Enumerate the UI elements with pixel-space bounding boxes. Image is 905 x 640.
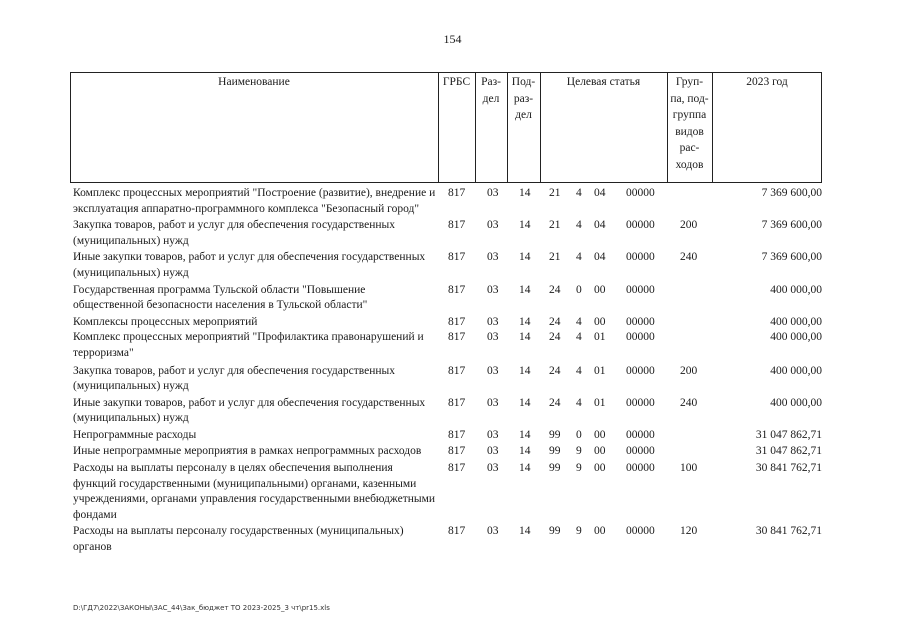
row-target-type: 4	[576, 187, 582, 199]
row-target-program: 99	[549, 462, 561, 475]
row-amount: 7 369 600,00	[761, 219, 822, 232]
header-grbs: ГРБС	[442, 76, 471, 88]
table-row	[0, 186, 905, 217]
row-razdel: 03	[487, 283, 499, 296]
row-podrazdel: 14	[519, 462, 531, 475]
row-expense-type: 200	[680, 364, 698, 377]
row-target-direction: 00000	[626, 428, 655, 441]
row-target-program: 21	[549, 251, 561, 264]
row-podrazdel: 14	[519, 396, 531, 409]
row-target-program: 99	[549, 444, 561, 457]
row-podrazdel: 14	[519, 525, 531, 538]
table-row	[0, 315, 905, 331]
row-target-direction: 00000	[626, 251, 655, 264]
row-target-program: 24	[549, 283, 561, 296]
row-target-type: 0	[576, 283, 582, 296]
table-row	[0, 218, 905, 249]
row-grbs: 817	[448, 462, 466, 475]
row-razdel: 03	[487, 525, 499, 538]
row-name: Расходы на выплаты персоналу государственных (муниципальных) органов	[73, 525, 404, 554]
row-target-type: 4	[576, 364, 582, 377]
row-razdel: 03	[487, 187, 499, 199]
row-amount: 400 000,00	[770, 283, 822, 296]
header-name: Наименование	[218, 76, 290, 88]
row-target-program: 24	[549, 396, 561, 409]
row-podrazdel: 14	[519, 331, 531, 344]
header-podrazdel: Под- раз- дел	[511, 76, 536, 121]
row-podrazdel: 14	[519, 187, 531, 199]
header-razdel: Раз- дел	[481, 76, 501, 105]
row-amount: 400 000,00	[770, 315, 822, 328]
row-amount: 400 000,00	[770, 396, 822, 409]
row-grbs: 817	[448, 444, 466, 457]
row-target-program: 21	[549, 187, 561, 199]
row-grbs: 817	[448, 187, 466, 199]
row-expense-type: 100	[680, 462, 698, 475]
row-target-direction: 00000	[626, 219, 655, 232]
table-row	[0, 250, 905, 281]
row-podrazdel: 14	[519, 251, 531, 264]
header-year-2023: 2023 год	[746, 76, 788, 88]
row-grbs: 817	[448, 364, 466, 377]
row-target-type: 4	[576, 251, 582, 264]
row-grbs: 817	[448, 428, 466, 441]
row-target-program: 24	[549, 315, 561, 328]
row-name: Непрограммные расходы	[73, 428, 197, 441]
row-grbs: 817	[448, 315, 466, 328]
row-target-subprogram: 01	[594, 396, 606, 409]
row-razdel: 03	[487, 364, 499, 377]
row-razdel: 03	[487, 219, 499, 232]
row-target-subprogram: 01	[594, 364, 606, 377]
row-target-type: 4	[576, 396, 582, 409]
row-amount: 30 841 762,71	[755, 525, 822, 538]
row-grbs: 817	[448, 525, 466, 538]
row-amount: 7 369 600,00	[761, 251, 822, 264]
row-podrazdel: 14	[519, 219, 531, 232]
row-razdel: 03	[487, 331, 499, 344]
row-target-subprogram: 04	[594, 187, 606, 199]
row-expense-type: 240	[680, 251, 698, 264]
table-row	[0, 524, 905, 555]
row-name: Иные непрограммные мероприятия в рамках непрограммных расходов	[73, 444, 422, 457]
row-podrazdel: 14	[519, 428, 531, 441]
row-target-subprogram: 00	[594, 428, 606, 441]
row-podrazdel: 14	[519, 315, 531, 328]
row-grbs: 817	[448, 219, 466, 232]
row-target-subprogram: 04	[594, 219, 606, 232]
table-row	[0, 283, 905, 314]
row-target-type: 4	[576, 219, 582, 232]
row-target-subprogram: 00	[594, 315, 606, 328]
row-target-program: 99	[549, 525, 561, 538]
row-target-type: 9	[576, 525, 582, 538]
table-row	[0, 461, 905, 523]
row-name: Комплекс процессных мероприятий "Построение (развитие), внедрение и эксплуатация аппаратно-программного комплекса "Безопасный город"	[73, 187, 436, 215]
header-expense-group: Груп- па, под- группа видов рас- ходов	[670, 76, 709, 171]
table-body	[0, 186, 905, 556]
row-target-program: 24	[549, 364, 561, 377]
row-target-direction: 00000	[626, 283, 655, 296]
row-target-subprogram: 00	[594, 444, 606, 457]
table-row	[0, 330, 905, 361]
row-target-direction: 00000	[626, 331, 655, 344]
row-target-direction: 00000	[626, 364, 655, 377]
header-target-article: Целевая статья	[566, 76, 641, 88]
row-target-direction: 00000	[626, 315, 655, 328]
row-name: Иные закупки товаров, работ и услуг для обеспечения государственных (муниципальных) нужд	[73, 396, 426, 425]
row-expense-type: 120	[680, 525, 698, 538]
row-name: Комплексы процессных мероприятий	[73, 315, 258, 328]
row-expense-type: 240	[680, 396, 698, 409]
row-grbs: 817	[448, 251, 466, 264]
row-target-direction: 00000	[626, 444, 655, 457]
row-target-type: 0	[576, 428, 582, 441]
row-name: Комплекс процессных мероприятий "Профилактика правонарушений и терроризма"	[73, 331, 424, 359]
row-target-program: 99	[549, 428, 561, 441]
table-row	[0, 444, 905, 460]
row-amount: 30 841 762,71	[755, 462, 822, 475]
row-grbs: 817	[448, 331, 466, 344]
table-row	[0, 364, 905, 395]
row-name: Иные закупки товаров, работ и услуг для обеспечения государственных (муниципальных) нужд	[73, 251, 426, 279]
row-target-type: 4	[576, 331, 582, 344]
row-razdel: 03	[487, 462, 499, 475]
row-target-program: 21	[549, 219, 561, 232]
row-name: Государственная программа Тульской области "Повышение общественной безопасности населения в Тульской области"	[73, 283, 368, 312]
row-razdel: 03	[487, 315, 499, 328]
row-target-type: 4	[576, 315, 582, 328]
row-razdel: 03	[487, 396, 499, 409]
row-name: Закупка товаров, работ и услуг для обеспечения государственных (муниципальных) нужд	[73, 219, 396, 247]
row-amount: 31 047 862,71	[755, 444, 822, 457]
page-number: 154	[443, 32, 462, 46]
row-amount: 7 369 600,00	[761, 187, 822, 199]
row-amount: 400 000,00	[770, 364, 822, 377]
row-target-direction: 00000	[626, 462, 655, 475]
row-target-subprogram: 00	[594, 283, 606, 296]
row-target-subprogram: 00	[594, 462, 606, 475]
file-path-footer: D:\ГД7\2022\ЗАКОНЫ\ЗАС_44\Зак_бюджет ТО 2023-2025_3 чт\pr15.xls	[73, 604, 330, 612]
row-razdel: 03	[487, 428, 499, 441]
row-target-direction: 00000	[626, 525, 655, 538]
row-target-subprogram: 01	[594, 331, 606, 344]
row-razdel: 03	[487, 444, 499, 457]
row-target-subprogram: 04	[594, 251, 606, 264]
row-target-direction: 00000	[626, 396, 655, 409]
row-expense-type: 200	[680, 219, 698, 232]
row-grbs: 817	[448, 283, 466, 296]
row-razdel: 03	[487, 251, 499, 264]
row-name: Закупка товаров, работ и услуг для обеспечения государственных (муниципальных) нужд	[73, 364, 396, 393]
row-grbs: 817	[448, 396, 466, 409]
row-target-type: 9	[576, 462, 582, 475]
row-podrazdel: 14	[519, 444, 531, 457]
row-amount: 400 000,00	[770, 331, 822, 344]
row-podrazdel: 14	[519, 283, 531, 296]
row-podrazdel: 14	[519, 364, 531, 377]
row-target-subprogram: 00	[594, 525, 606, 538]
row-target-program: 24	[549, 331, 561, 344]
row-target-type: 9	[576, 444, 582, 457]
table-row	[0, 396, 905, 427]
table-row	[0, 428, 905, 444]
row-name: Расходы на выплаты персоналу в целях обеспечения выполнения функций государственными (муниципальными) органами, казенными учреждениями, органами управления государственными внебюджетными фондами	[73, 462, 436, 521]
row-target-direction: 00000	[626, 187, 655, 199]
row-amount: 31 047 862,71	[755, 428, 822, 441]
